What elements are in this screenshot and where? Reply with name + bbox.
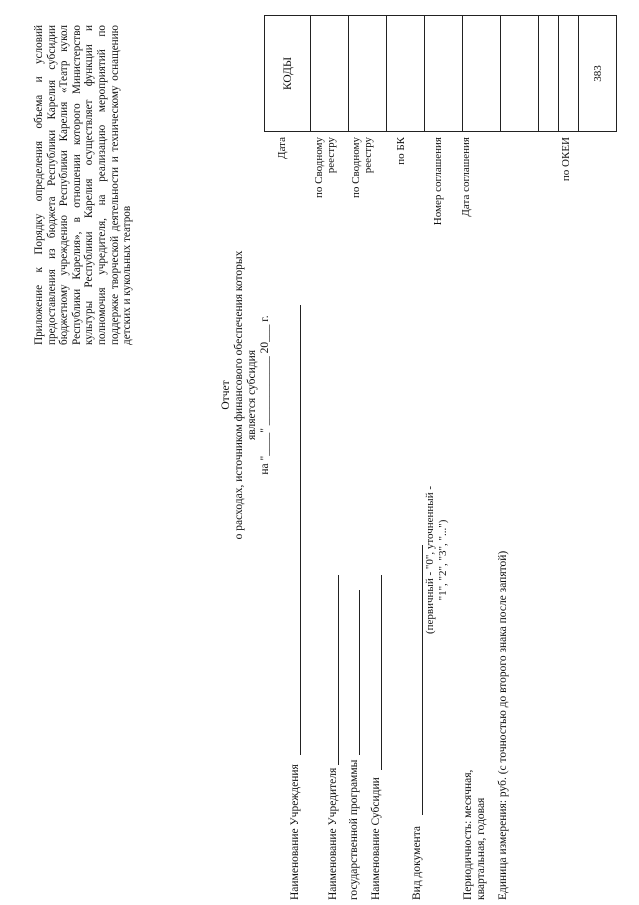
report-subtitle: о расходах, источником финансового обеспечения которых является субсидия [233, 250, 258, 540]
codes-table [264, 15, 617, 132]
code-label-agreement-number: Номер соглашения [432, 137, 444, 226]
doc-type-note [424, 445, 449, 675]
founder-label: Наименование Учредителя [327, 767, 339, 900]
code-label-bk: по БК [395, 137, 407, 165]
code-cell-okei: 383 [579, 16, 617, 132]
unit-label: Единица измерения: руб. (с точностью до второго знака после запятой) [497, 550, 509, 900]
doc-type-note-line2: "1", "2", "3", "...") [436, 519, 449, 601]
program-blank [359, 590, 360, 755]
doc-type-note-line1: (первичный - "0", уточненный - [424, 486, 436, 634]
subsidy-blank [381, 575, 382, 770]
appendix-note: Приложение к Порядку определения объема и условий предоставления из бюджета Республики Карелия субсидии бюджетному учреждению Республики Карелия «Театр кукол Республики Карелия», в отношении которого Министерство культуры Республики Карелия осуществляет функции и полномочия учредителя, на реализацию мероприятий по поддержке творческой деятельности и техническому оснащению детских и кукольных театров [33, 25, 134, 345]
code-label-registry-1: по Сводному реестру [313, 137, 337, 199]
code-cell-agreement-date [501, 16, 539, 132]
report-title-block [220, 245, 272, 545]
program-label: государственной программы [348, 759, 360, 900]
doc-type-blank [422, 545, 423, 815]
code-cell-bk [425, 16, 463, 132]
subsidy-label: Наименование Субсидии [370, 777, 382, 900]
periodicity-label-2: квартальная, годовая [475, 797, 487, 900]
code-cell-registry-1 [349, 16, 387, 132]
codes-header: КОДЫ [265, 16, 311, 132]
code-cell-date [311, 16, 349, 132]
code-cell-blank-1 [539, 16, 559, 132]
report-date-line: на "____" ____________ 20___ г. [259, 315, 271, 475]
periodicity-label-1: Периодичность: месячная, [462, 769, 474, 900]
institution-label: Наименование Учреждения [289, 764, 301, 900]
code-cell-registry-2 [387, 16, 425, 132]
report-title: Отчет [220, 380, 232, 410]
code-label-date: Дата [276, 137, 288, 159]
founder-blank [338, 575, 339, 765]
code-cell-blank-2 [559, 16, 579, 132]
doc-type-label: Вид документа [411, 826, 423, 900]
institution-blank [300, 305, 301, 755]
code-label-agreement-date: Дата соглашения [460, 137, 472, 217]
code-cell-agreement-number [463, 16, 501, 132]
code-label-registry-2: по Сводному реестру [350, 137, 374, 199]
code-label-okei: по ОКЕИ [560, 137, 572, 182]
